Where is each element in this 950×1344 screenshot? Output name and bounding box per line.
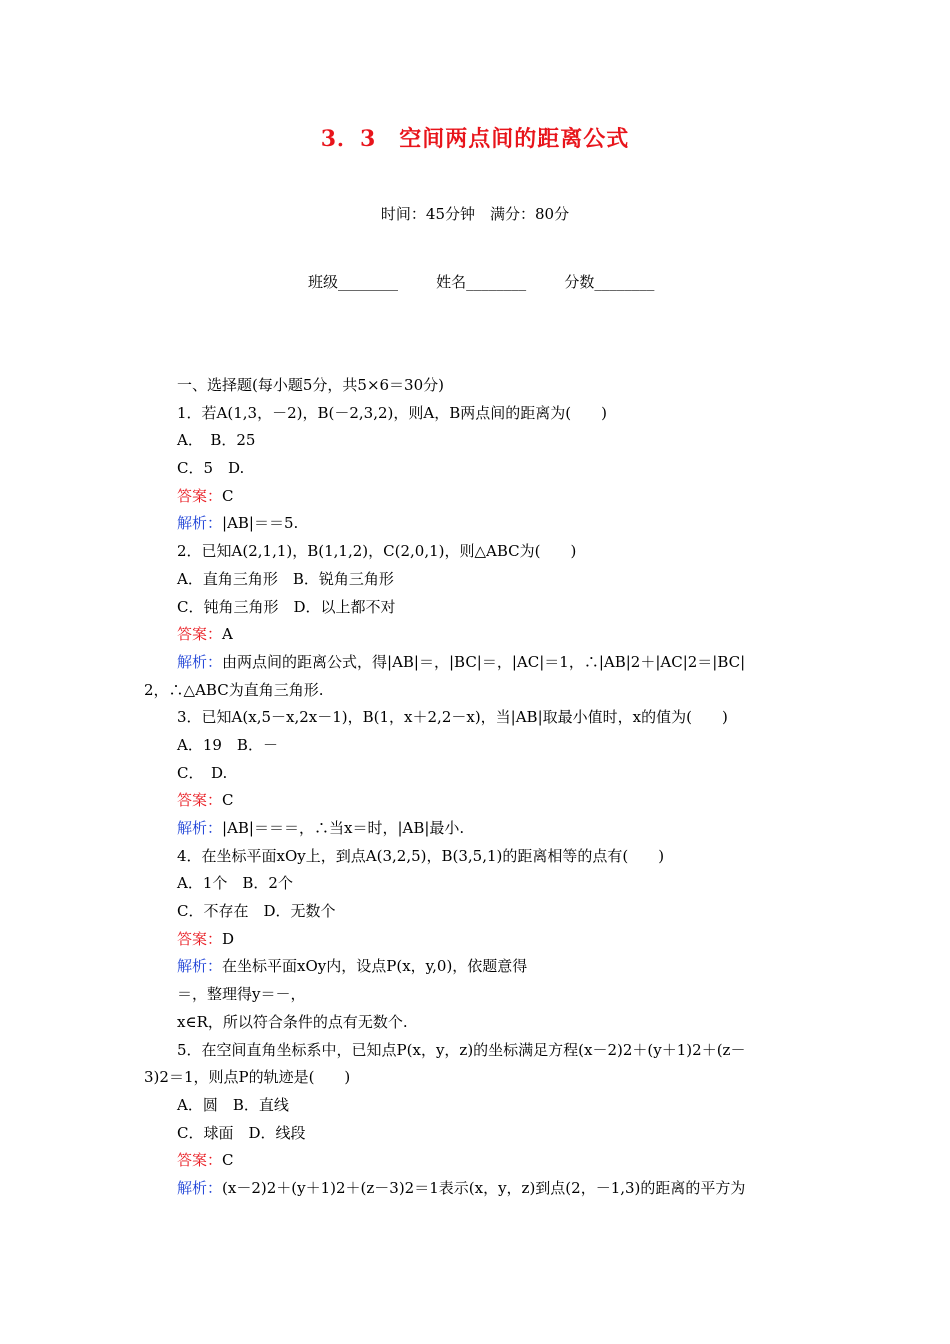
question-body — [144, 372, 817, 1203]
q3-options-cd: C． D. — [177, 763, 228, 782]
q5-stem: 5．在空间直角坐标系中，已知点P(x，y，z)的坐标满足方程(x－2)2＋(y＋1)2＋(z－ — [177, 1040, 746, 1059]
page-title: 3．3 空间两点间的距离公式 — [320, 126, 630, 152]
answer-label: 答案： — [177, 486, 223, 505]
q3-stem: 3．已知A(x,5－x,2x－1)，B(1，x＋2,2－x)，当|AB|取最小值时，x的值为( ) — [177, 708, 728, 727]
answer-label: 答案： — [177, 625, 223, 644]
q2-stem: 2．已知A(2,1,1)，B(1,1,2)，C(2,0,1)，则△ABC为( ) — [177, 542, 577, 561]
class-field: 班级________ — [308, 273, 399, 291]
q4-analysis: 解析：在坐标平面xOy内，设点P(x，y,0)，依题意得 — [177, 957, 528, 976]
q1-options-cd: C．5 D. — [177, 459, 245, 478]
q5-analysis: 解析：(x－2)2＋(y＋1)2＋(z－3)2＝1表示(x，y，z)到点(2，－1,3)的距离的平方为 — [177, 1178, 746, 1197]
score-field: 分数________ — [564, 273, 655, 291]
answer-label: 答案： — [177, 791, 223, 810]
analysis-label: 解析： — [177, 652, 223, 671]
answer-label: 答案： — [177, 929, 223, 948]
q4-analysis-cont1: ＝，整理得y＝－， — [177, 985, 306, 1004]
q2-analysis: 解析：由两点间的距离公式，得|AB|＝，|BC|＝，|AC|＝1，∴|AB|2＋|AC|2＝|BC| — [177, 652, 746, 671]
name-field: 姓名________ — [436, 273, 527, 291]
time-score-info: 时间：45分钟 满分：80分 — [380, 205, 570, 223]
analysis-label: 解析： — [177, 514, 223, 533]
q2-options-ab: A．直角三角形 B．锐角三角形 — [177, 569, 394, 588]
q2-options-cd: C．钝角三角形 D．以上都不对 — [177, 597, 396, 616]
q5-options-ab: A．圆 B．直线 — [177, 1095, 289, 1114]
q5-stem-cont: 3)2＝1，则点P的轨迹是( ) — [144, 1068, 351, 1087]
analysis-label: 解析： — [177, 819, 223, 837]
q4-options-cd: C．不存在 D．无数个 — [177, 902, 336, 921]
q3-options-ab: A．19 B．－ — [177, 735, 278, 754]
q5-answer: 答案：C — [177, 1151, 234, 1170]
q4-analysis-cont2: x∈R，所以符合条件的点有无数个. — [177, 1012, 408, 1031]
student-fields — [308, 271, 654, 292]
q1-analysis: 解析：|AB|＝＝5. — [177, 514, 299, 533]
q5-options-cd: C．球面 D．线段 — [177, 1123, 306, 1142]
q1-stem: 1．若A(1,3，－2)，B(－2,3,2)，则A，B两点间的距离为( ) — [177, 403, 607, 422]
section-heading: 一、选择题(每小题5分，共5×6＝30分) — [177, 376, 444, 394]
q1-answer: 答案：C — [177, 486, 234, 505]
answer-label: 答案： — [177, 1151, 223, 1170]
analysis-label: 解析： — [177, 957, 223, 976]
analysis-label: 解析： — [177, 1178, 223, 1197]
q2-analysis-cont: 2，∴△ABC为直角三角形. — [144, 680, 324, 699]
q4-options-ab: A．1个 B．2个 — [177, 874, 293, 893]
q1-options-ab: A． B．25 — [177, 431, 256, 450]
q4-stem: 4．在坐标平面xOy上，到点A(3,2,5)，B(3,5,1)的距离相等的点有( ) — [177, 846, 665, 865]
q2-answer: 答案：A — [177, 625, 233, 644]
q4-answer: 答案：D — [177, 929, 235, 948]
q3-analysis: 解析：|AB|＝＝＝，∴当x＝时，|AB|最小. — [177, 819, 465, 837]
q3-answer: 答案：C — [177, 791, 234, 810]
